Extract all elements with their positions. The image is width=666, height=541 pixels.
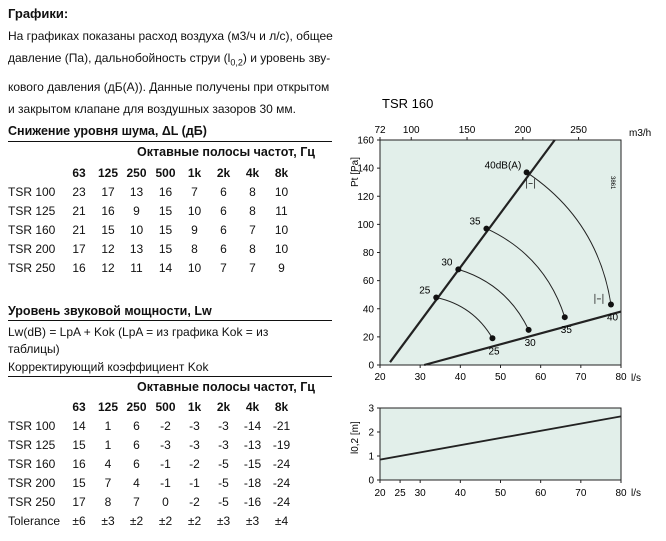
noise-label: 30: [524, 337, 536, 349]
table-cell: 4: [104, 456, 112, 471]
power-band-header: Октавные полосы частот, Гц: [137, 380, 315, 394]
noise-label: 40dB(A): [484, 160, 522, 172]
noise-label: 30: [441, 257, 453, 269]
table-cell: ±3: [101, 513, 115, 528]
table-cell: -24: [272, 456, 291, 471]
noise-label: 40: [606, 312, 619, 324]
table-cell: 8: [104, 494, 112, 509]
table-cell: -1: [160, 475, 171, 490]
chart-title: TSR 160: [382, 96, 434, 111]
y-tick-label: 0: [368, 360, 374, 372]
table-cell: 10: [187, 203, 202, 218]
table-cell: 6: [220, 203, 227, 218]
x-tick-label: 20: [374, 372, 386, 383]
table-cell: 6: [220, 241, 227, 256]
table-cell: 16: [72, 260, 86, 275]
table-cell: -3: [218, 418, 229, 433]
table-cell: -5: [218, 456, 229, 471]
x-tick-label: 80: [615, 488, 627, 499]
table-row: [8, 416, 296, 435]
table-cell: 21: [72, 222, 86, 237]
intro-text: [8, 25, 368, 120]
table-cell: 11: [275, 203, 288, 218]
table-cell: 16: [72, 456, 86, 471]
noise-label: 25: [419, 285, 431, 297]
table-cell: -5: [218, 475, 229, 490]
table-cell: 7: [249, 222, 256, 237]
table-cell: 7: [104, 475, 112, 490]
table-cell: 7: [191, 184, 198, 199]
table-cell: 9: [191, 222, 198, 237]
table-cell: 14: [72, 418, 86, 433]
table-cell: -16: [243, 494, 262, 509]
table-cell: -3: [189, 437, 200, 452]
table-cell: 7: [220, 260, 227, 275]
band-label: 4k: [245, 165, 260, 180]
power-rule: [8, 320, 332, 321]
row-model: TSR 160: [8, 222, 56, 237]
table-cell: 15: [72, 437, 86, 452]
band-label: 250: [126, 399, 147, 414]
table-cell: 7: [249, 260, 256, 275]
band-header-row: [8, 163, 296, 182]
table-cell: 12: [101, 241, 115, 256]
band-label: 1k: [187, 399, 202, 414]
x-tick-label: 80: [615, 372, 627, 383]
noise-point: [562, 314, 568, 320]
row-model: TSR 250: [8, 494, 56, 509]
table-cell: -3: [160, 437, 171, 452]
row-model: TSR 200: [8, 241, 56, 256]
noise-table: [8, 163, 296, 277]
table-cell: 10: [187, 260, 202, 275]
row-model: TSR 125: [8, 437, 56, 452]
top-tick-label: 250: [570, 125, 587, 136]
table-cell: 9: [133, 203, 140, 218]
table-cell: 15: [158, 222, 173, 237]
plot-area: [380, 140, 621, 365]
band-label: 4k: [245, 399, 260, 414]
x-tick-label: 60: [535, 488, 547, 499]
x-tick-label: 40: [454, 488, 466, 499]
intro-line: На графиках показаны расход воздуха (м3/ч и л/с), общее: [8, 29, 333, 43]
table-cell: ±4: [274, 513, 289, 528]
x-tick-label: 30: [414, 372, 426, 383]
y-tick-label: 100: [357, 219, 374, 231]
table-cell: 9: [278, 260, 285, 275]
x-tick-label: 50: [494, 372, 507, 383]
x-axis-label: l/s: [631, 373, 641, 384]
y-tick-label: 1: [368, 451, 374, 463]
table-cell: 10: [274, 222, 289, 237]
noise-point: [524, 169, 530, 175]
x-tick-label: 25: [394, 488, 406, 499]
table-row: [8, 511, 296, 530]
table-row: [8, 473, 296, 492]
table-cell: 4: [133, 475, 140, 490]
row-model: Tolerance: [8, 513, 61, 528]
band-label: 2k: [216, 165, 231, 180]
intro-line: и закрытом клапане для воздушных зазоров 30 мм.: [8, 102, 296, 117]
table-row: [8, 201, 296, 220]
table-cell: 6: [133, 456, 140, 471]
noise-section-title: Снижение уровня шума, ΔL (дБ): [8, 124, 207, 138]
table-cell: ±2: [129, 513, 144, 528]
band-label: 250: [126, 165, 147, 180]
table-cell: 8: [249, 203, 256, 218]
band-label: 125: [97, 165, 119, 180]
noise-label: 25: [488, 346, 500, 358]
y-tick-label: 3: [368, 403, 374, 415]
table-cell: 17: [72, 241, 86, 256]
x-tick-label: 70: [575, 372, 587, 383]
noise-point: [483, 226, 489, 232]
row-model: TSR 250: [8, 260, 56, 275]
table-cell: 8: [249, 241, 256, 256]
table-cell: 16: [158, 184, 173, 199]
table-row: [8, 435, 296, 454]
table-cell: 6: [220, 222, 227, 237]
row-model: TSR 160: [8, 456, 56, 471]
table-cell: 6: [133, 418, 140, 433]
band-label: 8k: [274, 165, 289, 180]
row-model: TSR 200: [8, 475, 56, 490]
table-cell: -3: [189, 418, 200, 433]
table-cell: -2: [160, 418, 171, 433]
table-cell: 14: [158, 260, 173, 275]
table-cell: -24: [272, 494, 291, 509]
table-cell: 15: [72, 475, 86, 490]
table-cell: -18: [243, 475, 262, 490]
table-cell: 8: [191, 241, 198, 256]
band-label: 500: [155, 399, 176, 414]
band-label: 63: [72, 399, 86, 414]
top-tick-label: 100: [402, 125, 420, 136]
y-tick-label: 140: [357, 163, 374, 175]
table-row: [8, 258, 296, 277]
table-cell: 0: [162, 494, 169, 509]
band-label: 63: [72, 165, 86, 180]
table-cell: 6: [220, 184, 227, 199]
table-cell: 21: [72, 203, 86, 218]
table-cell: 16: [101, 203, 115, 218]
table-cell: -2: [189, 494, 200, 509]
table-row: [8, 492, 296, 511]
band-label: 2k: [216, 399, 231, 414]
x-axis-label: l/s: [631, 488, 641, 499]
table-cell: -24: [272, 475, 291, 490]
y-axis-label: Pt [Pa]: [350, 156, 361, 187]
table-cell: 15: [101, 222, 115, 237]
table-row: [8, 454, 296, 473]
y-tick-label: 40: [362, 304, 374, 316]
table-cell: ±2: [187, 513, 202, 528]
table-cell: 7: [133, 494, 140, 509]
top-tick-label: 72: [374, 125, 386, 136]
top-tick-label: 200: [514, 125, 532, 136]
table-cell: -3: [218, 437, 229, 452]
coef-label: Корректирующий коэффициент Kok: [8, 360, 209, 374]
intro-line: кового давления (дБ(А)). Данные получены при открытом: [8, 80, 330, 95]
page-heading: Графики:: [8, 6, 69, 21]
table-cell: 6: [133, 437, 140, 452]
table-cell: 13: [129, 184, 144, 199]
y-axis-label: l0,2 [m]: [350, 421, 361, 454]
y-tick-label: 2: [368, 427, 374, 439]
band-label: 125: [97, 399, 119, 414]
table-cell: 8: [249, 184, 256, 199]
table-cell: 13: [129, 241, 144, 256]
table-cell: ±3: [245, 513, 260, 528]
formula-text: Lw(dB) = LpA + Kok (LpA = из графика Kok = из таблицы): [8, 325, 269, 356]
top-tick-label: 150: [458, 125, 476, 136]
table-cell: -19: [272, 437, 291, 452]
table-cell: -21: [272, 418, 291, 433]
noise-point: [489, 335, 495, 341]
throw-plot-area: [380, 408, 621, 480]
tsr160-charts: [340, 90, 660, 540]
table-cell: 17: [101, 184, 115, 199]
table-cell: 10: [274, 241, 289, 256]
x-tick-label: 30: [414, 488, 426, 499]
table-cell: ±3: [216, 513, 231, 528]
x-tick-label: 20: [374, 488, 386, 499]
band-label: 8k: [274, 399, 289, 414]
table-cell: -5: [218, 494, 229, 509]
table-cell: -2: [189, 456, 200, 471]
table-cell: ±6: [72, 513, 86, 528]
y-tick-label: 60: [362, 276, 374, 288]
y-tick-label: 120: [357, 191, 374, 203]
band-label: 500: [155, 165, 176, 180]
x-tick-label: 60: [535, 372, 547, 383]
x2-axis-label: m3/h: [629, 128, 652, 139]
table-cell: 10: [129, 222, 144, 237]
x-tick-label: 40: [454, 372, 466, 383]
table-row: [8, 239, 296, 258]
chart-code: 3861: [609, 176, 615, 190]
row-model: TSR 100: [8, 418, 56, 433]
noise-band-header: Октавные полосы частот, Гц: [137, 145, 315, 159]
table-cell: 15: [158, 241, 173, 256]
table-cell: 1: [104, 437, 112, 452]
band-label: 1k: [187, 165, 202, 180]
table-cell: -1: [160, 456, 171, 471]
table-cell: 11: [130, 260, 143, 275]
table-cell: 23: [72, 184, 86, 199]
noise-label: 35: [469, 216, 481, 228]
noise-rule: [8, 141, 332, 142]
power-section-title: Уровень звуковой мощности, Lw: [8, 304, 212, 318]
y-tick-label: 80: [362, 248, 374, 259]
noise-point: [526, 327, 532, 333]
coef-rule: [8, 376, 332, 377]
y-tick-label: 160: [357, 135, 374, 147]
y-tick-label: 20: [362, 332, 374, 344]
y-tick-label: 0: [368, 475, 374, 487]
table-cell: -14: [243, 418, 262, 433]
noise-point: [608, 302, 614, 308]
power-table: [8, 397, 296, 530]
table-row: [8, 182, 296, 201]
table-cell: -15: [243, 456, 262, 471]
table-cell: 12: [101, 260, 115, 275]
x-tick-label: 70: [575, 488, 587, 499]
row-model: TSR 125: [8, 203, 56, 218]
table-row: [8, 220, 296, 239]
x-tick-label: 50: [494, 488, 507, 499]
table-cell: 10: [274, 184, 289, 199]
table-cell: 15: [158, 203, 173, 218]
noise-label: 35: [560, 325, 572, 337]
intro-line: давление (Па), дальнобойность струи $(l_{0,2})$ и уровень зву-: [8, 51, 331, 68]
table-cell: -13: [243, 437, 262, 452]
row-model: TSR 100: [8, 184, 56, 199]
band-header-row: [8, 397, 296, 416]
table-cell: 17: [72, 494, 86, 509]
noise-point: [433, 295, 439, 301]
table-cell: -1: [189, 475, 200, 490]
table-cell: 1: [104, 418, 112, 433]
table-cell: ±2: [158, 513, 173, 528]
noise-point: [455, 266, 461, 272]
